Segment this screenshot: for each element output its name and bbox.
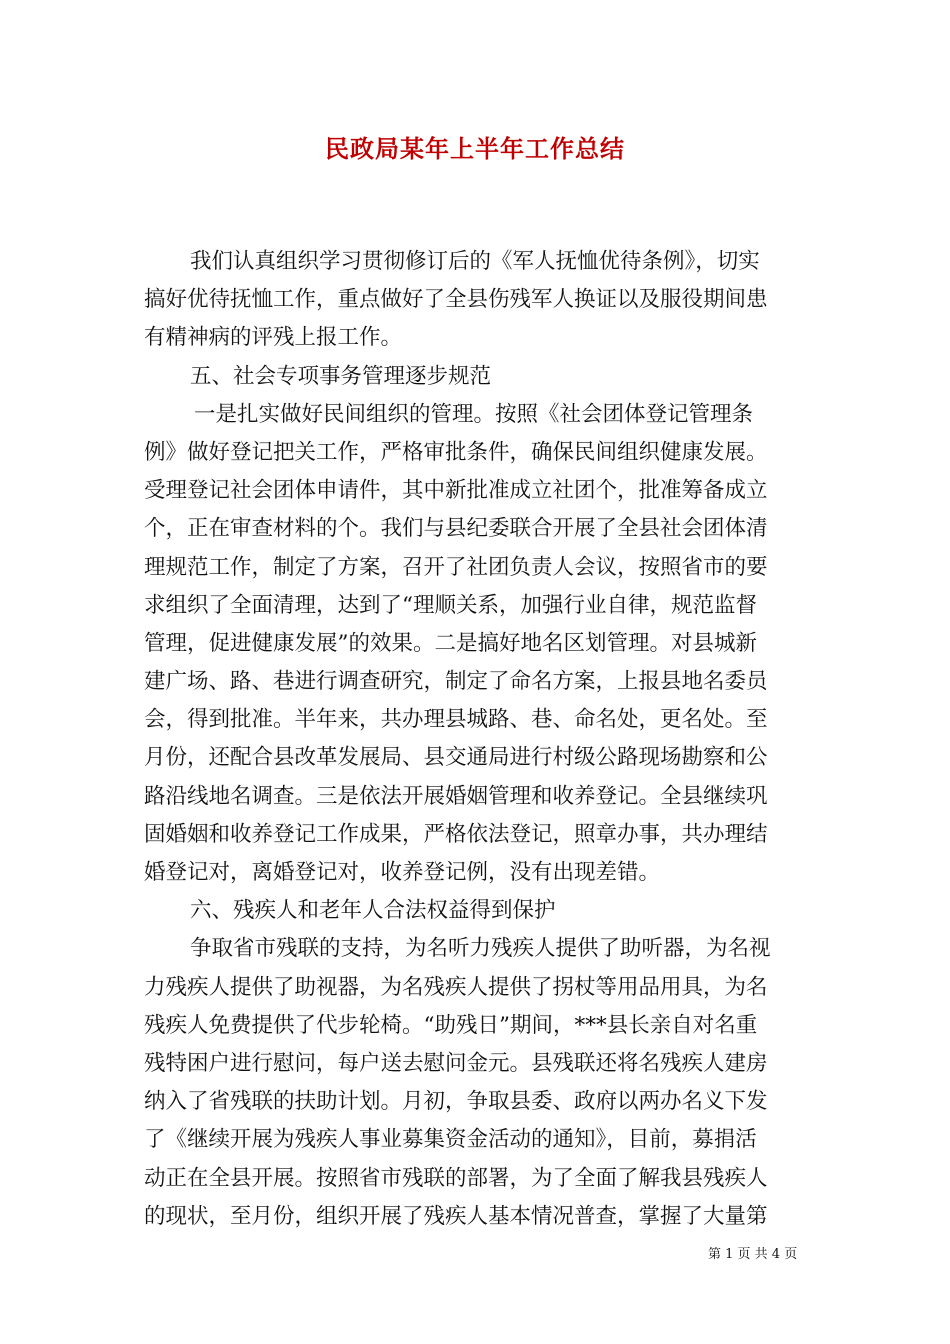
body-line: 纳入了省残联的扶助计划。月初，争取县委、政府以两办名义下发	[144, 1089, 768, 1115]
body-line: 理规范工作，制定了方案，召开了社团负责人会议，按照省市的要	[144, 554, 768, 580]
body-line: 受理登记社会团体申请件，其中新批准成立社团个，批准筹备成立	[144, 478, 768, 504]
document-body	[144, 243, 812, 1236]
body-line: 路沿线地名调查。三是依法开展婚姻管理和收养登记。全县继续巩	[144, 783, 768, 809]
body-line: 一是扎实做好民间组织的管理。按照《社会团体登记管理条	[194, 401, 754, 427]
body-line: 月份，还配合县改革发展局、县交通局进行村级公路现场勘察和公	[144, 745, 768, 771]
body-line: 力残疾人提供了助视器，为名残疾人提供了拐杖等用品用具，为名	[144, 974, 768, 1000]
section-heading: 六、残疾人和老年人合法权益得到保护	[190, 898, 556, 924]
section-heading: 五、社会专项事务管理逐步规范	[190, 363, 492, 389]
body-line: 动正在全县开展。按照省市残联的部署，为了全面了解我县残疾人	[144, 1165, 768, 1191]
body-line: 有精神病的评残上报工作。	[144, 325, 403, 351]
body-line: 固婚姻和收养登记工作成果，严格依法登记，照章办事，共办理结	[144, 821, 768, 847]
body-line: 的现状，至月份，组织开展了残疾人基本情况普查，掌握了大量第	[144, 1203, 768, 1229]
body-line: 争取省市残联的支持，为名听力残疾人提供了助听器，为名视	[190, 936, 771, 962]
body-line: 会，得到批准。半年来，共办理县城路、巷、命名处，更名处。至	[144, 707, 768, 733]
body-line: 了《继续开展为残疾人事业募集资金活动的通知》，目前，募捐活	[144, 1127, 757, 1153]
document-title: 民政局某年上半年工作总结	[325, 134, 625, 163]
body-line: 个，正在审查材料的个。我们与县纪委联合开展了全县社会团体清	[144, 516, 768, 542]
body-line: 求组织了全面清理，达到了“理顺关系，加强行业自律，规范监督	[144, 592, 757, 618]
body-line: 我们认真组织学习贯彻修订后的《军人抚恤优待条例》，切实	[190, 249, 760, 274]
body-line: 建广场、路、巷进行调查研究，制定了命名方案，上报县地名委员	[144, 669, 768, 695]
body-line: 管理，促进健康发展”的效果。二是搞好地名区划管理。对县城新	[144, 630, 757, 656]
body-line: 搞好优待抚恤工作，重点做好了全县伤残军人换证以及服役期间患	[144, 287, 768, 313]
page-number: 第 1 页 共 4 页	[708, 1247, 798, 1262]
body-line: 残特困户进行慰问，每户送去慰问金元。县残联还将名残疾人建房	[144, 1050, 768, 1076]
body-line: 残疾人免费提供了代步轮椅。“助残日”期间，***县长亲自对名重	[144, 1012, 758, 1038]
body-line: 婚登记对，离婚登记对，收养登记例，没有出现差错。	[144, 860, 661, 885]
body-line: 例》做好登记把关工作，严格审批条件，确保民间组织健康发展。	[144, 439, 768, 465]
